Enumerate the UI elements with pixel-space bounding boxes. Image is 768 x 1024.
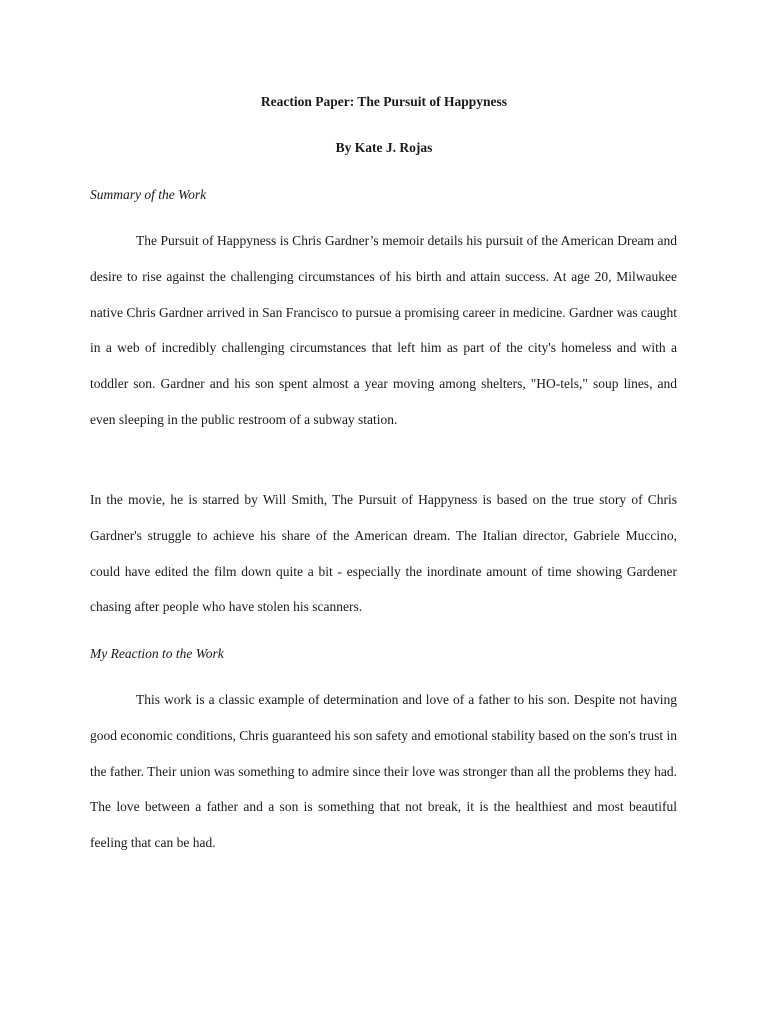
author-line: By Kate J. Rojas	[335, 140, 433, 155]
reaction-paragraph-1: This work is a classic example of determination and love of a father to his son. Despite not having good economic conditions, Chris guaranteed his son safety and emotional stability based on the son's trust in the father. Their union was something to admire since their love was stronger than all the problems they had. The love between a father and a son is something that not break, it is the healthiest and most beautiful feeling that can be had.	[90, 692, 677, 851]
section-heading-summary: Summary of the Work	[90, 187, 207, 202]
document-title: Reaction Paper: The Pursuit of Happyness	[260, 94, 508, 109]
summary-paragraph-2: In the movie, he is starred by Will Smith, The Pursuit of Happyness is based on the true story of Chris Gardner's struggle to achieve his share of the American dream. The Italian director, Gabriele Muccino, could have edited the film down quite a bit - especially the inordinate amount of time showing Gardener chasing after people who have stolen his scanners.	[90, 492, 677, 615]
summary-paragraph-1: The Pursuit of Happyness is Chris Gardner’s memoir details his pursuit of the American Dream and desire to rise against the challenging circumstances of his birth and attain success. At age 20, Milwaukee native Chris Gardner arrived in San Francisco to pursue a promising career in medicine. Gardner was caught in a web of incredibly challenging circumstances that left him as part of the city's homeless and with a toddler son. Gardner and his son spent almost a year moving among shelters, "HO-tels," soup lines, and even sleeping in the public restroom of a subway station.	[90, 233, 677, 427]
section-heading-reaction: My Reaction to the Work	[90, 646, 224, 661]
